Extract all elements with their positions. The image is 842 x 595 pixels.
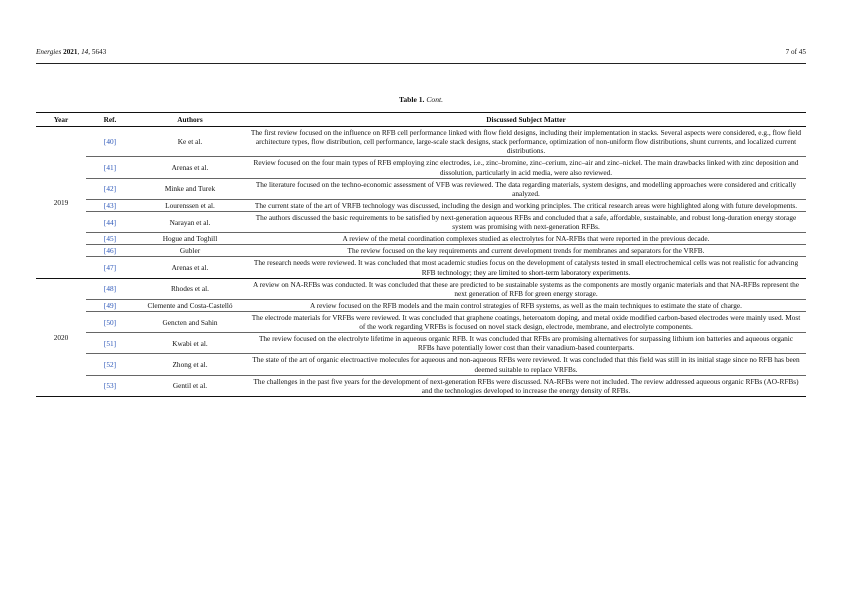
ref-link[interactable]: [50] [86, 311, 134, 332]
table-row [36, 245, 806, 257]
journal-year: 2021 [63, 48, 78, 56]
ref-link[interactable]: [40] [86, 127, 134, 157]
header-ref: Ref. [86, 113, 134, 127]
subject-cell: The literature focused on the techno-economic assessment of VFB was reviewed. The data regarding materials, system designs, and modelling approaches were considered and critically analyzed. [246, 178, 806, 199]
authors-cell: Minke and Turek [134, 178, 246, 199]
subject-cell: The review focused on the key requirements and current development trends for membranes and separators for the VRFB. [246, 245, 806, 257]
page-header [36, 48, 806, 60]
table-row [36, 211, 806, 232]
ref-link[interactable]: [43] [86, 199, 134, 211]
subject-cell: The electrode materials for VRFBs were reviewed. It was concluded that graphene coatings, heteroatom doping, and metal oxide modified carbon-based electrodes were mainly used. Most of the work regarding VRFBs is focused on novel stack design, electrode, membrane, and electrolyte components. [246, 311, 806, 332]
journal-volume: 14 [81, 48, 89, 56]
subject-cell: The review focused on the electrolyte lifetime in aqueous organic RFB. It was concluded that RFBs are promising alternatives for surpassing lithium ion batteries and aqueous organic RFBs have potentially lower cost than their vanadium-based counterparts. [246, 333, 806, 354]
table-row [36, 199, 806, 211]
ref-link[interactable]: [53] [86, 375, 134, 396]
table-row [36, 257, 806, 278]
authors-cell: Lourenssen et al. [134, 199, 246, 211]
subject-cell: The authors discussed the basic requirements to be satisfied by next-generation aqueous RFBs and concluded that a safe, affordable, sustainable, and robust long-duration energy storage system was promising with next-generation RFBs. [246, 211, 806, 232]
review-table [36, 112, 806, 397]
subject-cell: Review focused on the four main types of RFB employing zinc electrodes, i.e., zinc–bromine, zinc–cerium, zinc–air and zinc–nickel. The main drawbacks linked with zinc deposition and dissolution, particularly in acid media, were also reviewed. [246, 157, 806, 178]
ref-link[interactable]: [41] [86, 157, 134, 178]
subject-cell: The first review focused on the influence on RFB cell performance linked with flow field designs, including their implementation in stacks. Several aspects were considered, e.g., flow field architecture types, flow distribution, cell performance, large-scale stack designs, stack performance, optimization of non-uniform flow distributions, shunt currents, and localized current distributions. [246, 127, 806, 157]
authors-cell: Gubler [134, 245, 246, 257]
table-row [36, 233, 806, 245]
subject-cell: The current state of the art of VRFB technology was discussed, including the design and working principles. The critical research areas were highlighted along with future developments. [246, 199, 806, 211]
caption-label: Table 1. [398, 95, 425, 104]
header-rule [36, 63, 806, 64]
authors-cell: Rhodes et al. [134, 278, 246, 299]
article-number: 5643 [91, 48, 107, 56]
authors-cell: Hogue and Toghill [134, 233, 246, 245]
subject-cell: A review on NA-RFBs was conducted. It was concluded that these are predicted to be sustainable systems as the components are mostly organic materials and that NA-RFBs represent the next generation of RFB for green energy storage. [246, 278, 806, 299]
table-row [36, 333, 806, 354]
table-body [36, 127, 806, 397]
table-row [36, 311, 806, 332]
ref-link[interactable]: [44] [86, 211, 134, 232]
year-cell: 2020 [36, 278, 86, 396]
table-row [36, 157, 806, 178]
year-cell: 2019 [36, 127, 86, 279]
authors-cell: Clemente and Costa-Castelló [134, 299, 246, 311]
journal-name: Energies [36, 48, 62, 56]
ref-link[interactable]: [47] [86, 257, 134, 278]
table-row [36, 278, 806, 299]
table-row [36, 178, 806, 199]
subject-cell: A review focused on the RFB models and the main control strategies of RFB systems, as well as the main techniques to estimate the state of charge. [246, 299, 806, 311]
ref-link[interactable]: [48] [86, 278, 134, 299]
header-subject: Discussed Subject Matter [246, 113, 806, 127]
journal-citation: Energies 2021, 14, 5643 [36, 48, 107, 56]
ref-link[interactable]: [45] [86, 233, 134, 245]
table-row [36, 375, 806, 396]
ref-link[interactable]: [51] [86, 333, 134, 354]
subject-cell: The research needs were reviewed. It was concluded that most academic studies focus on the development of catalysts tested in small electrochemical cells was not realistic for advancing RFB technology; they are limited to short-term laboratory experiments. [246, 257, 806, 278]
authors-cell: Ke et al. [134, 127, 246, 157]
subject-cell: A review of the metal coordination complexes studied as electrolytes for NA-RFBs that were reported in the previous decade. [246, 233, 806, 245]
header-authors: Authors [134, 113, 246, 127]
authors-cell: Narayan et al. [134, 211, 246, 232]
authors-cell: Gencten and Sahin [134, 311, 246, 332]
page-number: 7 of 45 [785, 48, 806, 56]
authors-cell: Zhong et al. [134, 354, 246, 375]
table-row [36, 354, 806, 375]
subject-cell: The state of the art of organic electroactive molecules for aqueous and non-aqueous RFBs were reviewed. It was concluded that this field was still in its initial stage since no RFB has been deemed suitable to replace VRFBs. [246, 354, 806, 375]
table-row [36, 127, 806, 157]
authors-cell: Kwabi et al. [134, 333, 246, 354]
authors-cell: Gentil et al. [134, 375, 246, 396]
header-year: Year [36, 113, 86, 127]
table-row [36, 299, 806, 311]
subject-cell: The challenges in the past five years for the development of next-generation RFBs were discussed. NA-RFBs were not included. The review addressed aqueous organic RFBs (AO-RFBs) and the technologies developed to increase the energy density of RFBs. [246, 375, 806, 396]
authors-cell: Arenas et al. [134, 157, 246, 178]
ref-link[interactable]: [49] [86, 299, 134, 311]
ref-link[interactable]: [52] [86, 354, 134, 375]
authors-cell: Arenas et al. [134, 257, 246, 278]
table-header-row [36, 113, 806, 127]
ref-link[interactable]: [46] [86, 245, 134, 257]
caption-text: Cont. [426, 95, 444, 104]
table-caption [0, 95, 842, 104]
ref-link[interactable]: [42] [86, 178, 134, 199]
